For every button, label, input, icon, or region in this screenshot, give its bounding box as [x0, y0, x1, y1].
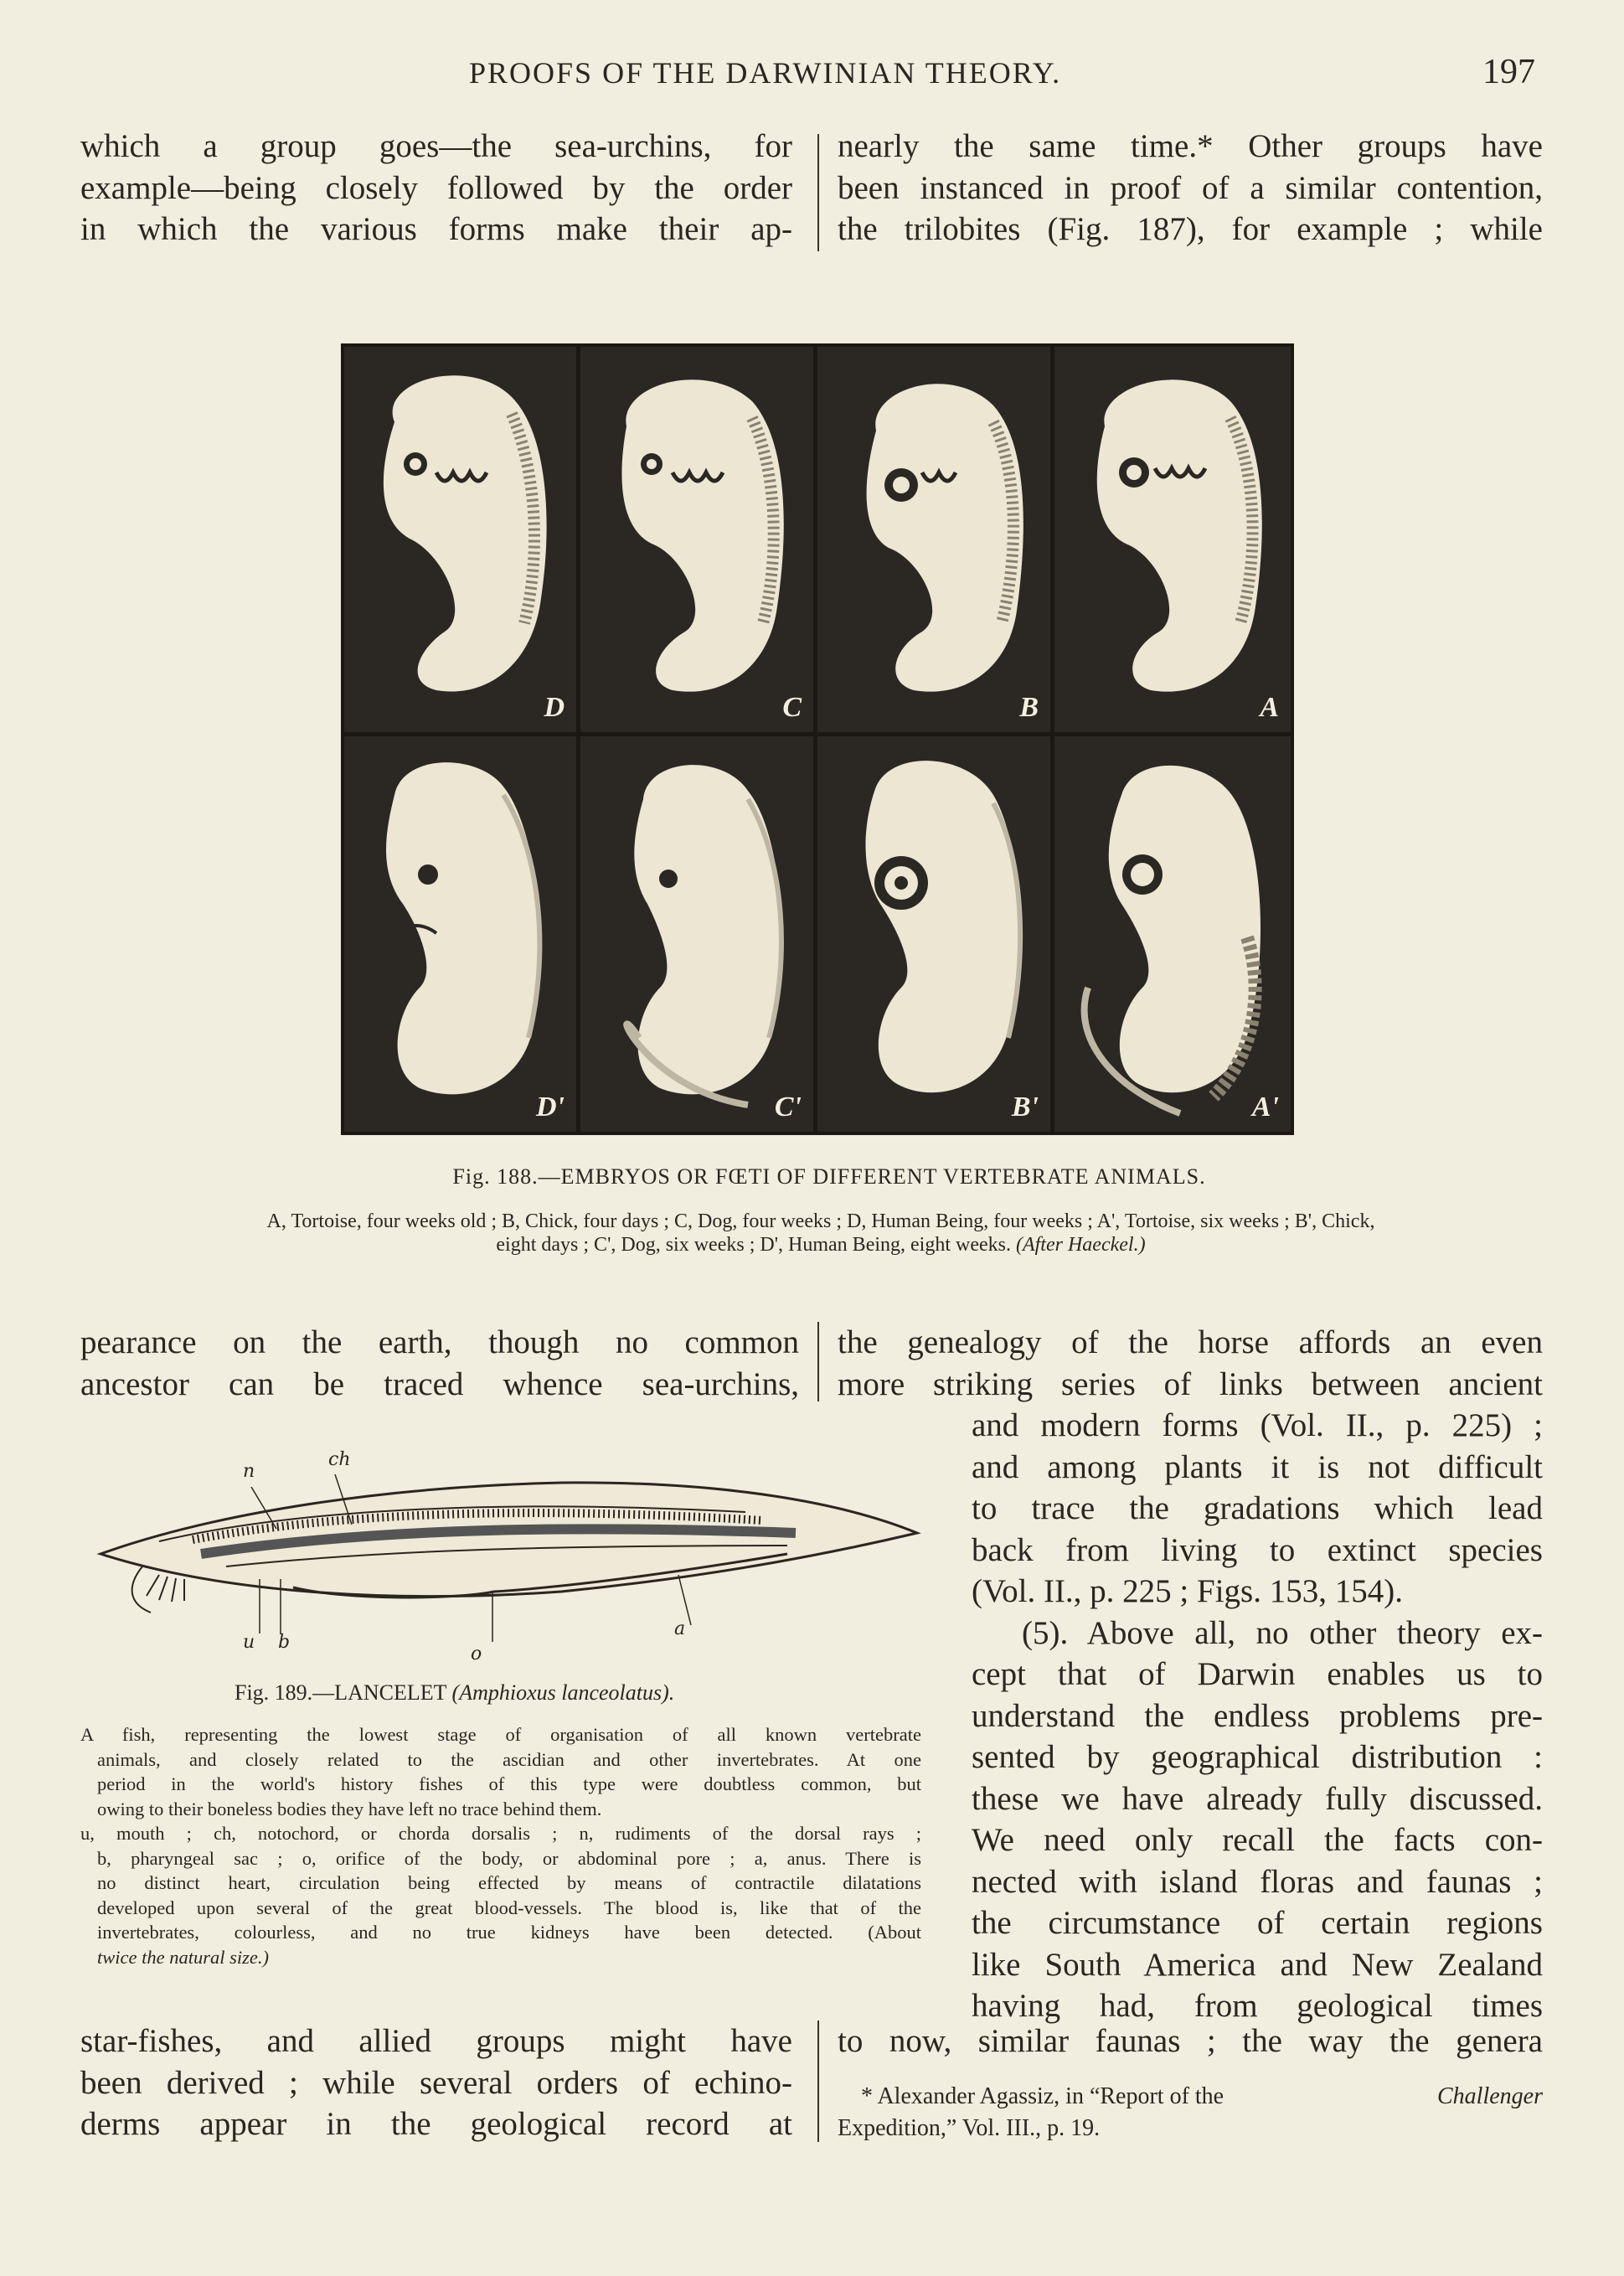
panel-label: B' — [1011, 1092, 1039, 1123]
page-header — [0, 52, 1624, 94]
column-rule — [817, 1322, 819, 1401]
text-line: pearance on the earth, though no common — [80, 1324, 799, 1360]
fig188-caption — [109, 1210, 1533, 1257]
column-left-mid — [80, 1322, 799, 1405]
text-line: having had, from geological times — [972, 1988, 1543, 2024]
text-line: derms appear in the geological record at — [80, 2106, 792, 2142]
caption-line: b, pharyngeal sac ; o, orifice of the body, or abdominal pore ; a, anus. There is — [97, 1847, 921, 1869]
fig189-title — [235, 1680, 674, 1706]
caption-line: invertebrates, colourless, and no true kidneys have been detected. (About — [97, 1922, 921, 1943]
caption-text: eight days ; C', Dog, six weeks ; D', Human Being, eight weeks. — [496, 1234, 1011, 1256]
text-line: been instanced in proof of a similar contention, — [838, 169, 1543, 206]
embryo-panel — [1054, 736, 1291, 1132]
fig189-species: (Amphioxus lanceolatus). — [451, 1680, 675, 1705]
label-ch: ch — [328, 1449, 351, 1470]
column-right-top — [838, 126, 1543, 250]
fig188-title: Fig. 188.—EMBRYOS OR FŒTI OF DIFFERENT VERTEBRATE ANIMALS. — [452, 1164, 1206, 1189]
label-n: n — [243, 1461, 255, 1482]
panel-label: B — [1019, 692, 1039, 723]
embryo-early-illustration — [580, 347, 813, 732]
embryo-early-illustration — [817, 347, 1050, 732]
column-right-mid — [838, 1322, 1543, 1405]
label-a: a — [674, 1618, 686, 1639]
embryo-panel — [580, 347, 813, 732]
column-left-bottom — [80, 2021, 792, 2145]
column-rule — [817, 2021, 819, 2142]
footnote-italic: Challenger — [1437, 2083, 1543, 2109]
text-line: and among plants it is not difficult — [972, 1448, 1543, 1485]
text-line: sented by geographical distribution : — [972, 1739, 1543, 1775]
text-line: nected with island floras and faunas ; — [972, 1863, 1543, 1900]
embryo-panel — [580, 736, 813, 1132]
page-number: 197 — [1482, 53, 1535, 91]
text-line: more striking series of links between ancient — [838, 1365, 1543, 1402]
paragraph — [838, 1322, 1543, 1405]
lancelet-figure — [92, 1449, 930, 1667]
text-line: which a group goes—the sea-urchins, for — [80, 128, 792, 164]
text-line: nearly the same time.* Other groups have — [838, 128, 1543, 164]
text-line: cept that of Darwin enables us to — [972, 1656, 1543, 1692]
caption-italic: twice the natural size.) — [97, 1946, 269, 1968]
text-line: (Vol. II., p. 225 ; Figs. 153, 154). — [972, 1573, 1403, 1609]
text-line: example—being closely followed by the order — [80, 169, 792, 206]
text-line: the trilobites (Fig. 187), for example ; while — [838, 211, 1543, 247]
panel-label: D — [544, 692, 565, 723]
embryo-late-illustration — [344, 736, 576, 1132]
paragraph — [80, 126, 792, 250]
paragraph — [80, 1322, 799, 1405]
fig189-caption — [80, 1722, 921, 1969]
paragraph — [838, 2021, 1543, 2062]
embryo-panel — [1054, 347, 1291, 732]
panel-label: A' — [1251, 1092, 1279, 1123]
column-right-bottom — [838, 2021, 1543, 2062]
text-line: like South America and New Zealand — [972, 1946, 1543, 1983]
text-line: ancestor can be traced whence sea-urchins, — [80, 1365, 799, 1402]
embryo-late-illustration — [580, 736, 813, 1132]
running-head: PROOFS OF THE DARWINIAN THEORY. — [469, 56, 1062, 90]
caption-attribution: (After Haeckel.) — [1015, 1234, 1146, 1256]
embryo-late-illustration — [817, 736, 1050, 1132]
column-rule — [817, 134, 819, 251]
label-o: o — [471, 1644, 482, 1664]
embryo-plate — [341, 343, 1294, 1135]
embryo-panel — [817, 736, 1050, 1132]
caption-line — [109, 1233, 1533, 1257]
caption-line: developed upon several of the great blood-vessels. The blood is, like that of the — [97, 1897, 921, 1918]
caption-line: no distinct heart, circulation being effected by means of contractile dilatations — [97, 1872, 921, 1893]
caption-line: A, Tortoise, four weeks old ; B, Chick, four days ; C, Dog, four weeks ; D, Human Being, four weeks ; A', Tortoise, six weeks ; B', Chick, — [266, 1210, 1375, 1232]
text-line: to trace the gradations which lead — [972, 1490, 1543, 1526]
embryo-early-illustration — [344, 347, 576, 732]
label-b: b — [278, 1632, 291, 1653]
text-line: understand the endless problems pre- — [972, 1697, 1543, 1734]
embryo-panel — [344, 347, 576, 732]
fig189-title-text: Fig. 189.—LANCELET — [235, 1680, 447, 1705]
text-line: back from living to extinct species — [972, 1531, 1543, 1568]
panel-label: D' — [536, 1092, 565, 1123]
panel-label: C' — [774, 1092, 802, 1123]
paragraph — [838, 126, 1543, 250]
caption-line — [80, 1945, 921, 1970]
embryo-panel — [817, 347, 1050, 732]
panel-label: A — [1260, 692, 1279, 723]
footnote-line: Expedition,” Vol. III., p. 19. — [838, 2115, 1101, 2141]
paragraph — [80, 2021, 792, 2145]
text-line: these we have already fully discussed. — [972, 1780, 1543, 1817]
text-line: and modern forms (Vol. II., p. 225) ; — [972, 1407, 1543, 1443]
caption-line: A fish, representing the lowest stage of organisation of all known vertebrate — [80, 1724, 921, 1745]
panel-label: C — [782, 692, 802, 723]
caption-line: u, mouth ; ch, notochord, or chorda dorsalis ; n, rudiments of the dorsal rays ; — [80, 1823, 921, 1844]
lancelet-illustration — [92, 1449, 930, 1667]
text-line: the circumstance of certain regions — [972, 1905, 1543, 1941]
column-right-wrap — [972, 1405, 1543, 2027]
text-line: in which the various forms make their ap- — [80, 211, 792, 247]
footnote — [838, 2081, 1543, 2144]
caption-line: period in the world's history fishes of this type were doubtless common, but — [97, 1773, 921, 1794]
footnote-text: * Alexander Agassiz, in “Report of the — [861, 2083, 1224, 2109]
footnote-line — [838, 2081, 1543, 2113]
paragraph — [972, 1405, 1543, 2027]
embryo-early-illustration — [1054, 347, 1291, 732]
text-line: We need only recall the facts con- — [972, 1822, 1543, 1858]
embryo-panel — [344, 736, 576, 1132]
column-left-top — [80, 126, 792, 250]
caption-line: owing to their boneless bodies they have left no trace behind them. — [97, 1798, 602, 1819]
embryo-late-illustration — [1054, 736, 1291, 1132]
text-line: star-fishes, and allied groups might have — [80, 2023, 792, 2059]
caption-line: animals, and closely related to the ascidian and other invertebrates. At one — [97, 1748, 921, 1770]
text-line: to now, similar faunas ; the way the genera — [838, 2023, 1543, 2059]
text-line: (5). Above all, no other theory ex- — [1022, 1614, 1543, 1651]
label-u: u — [243, 1632, 255, 1653]
text-line: the genealogy of the horse affords an even — [838, 1324, 1543, 1360]
text-line: been derived ; while several orders of echino- — [80, 2064, 792, 2101]
